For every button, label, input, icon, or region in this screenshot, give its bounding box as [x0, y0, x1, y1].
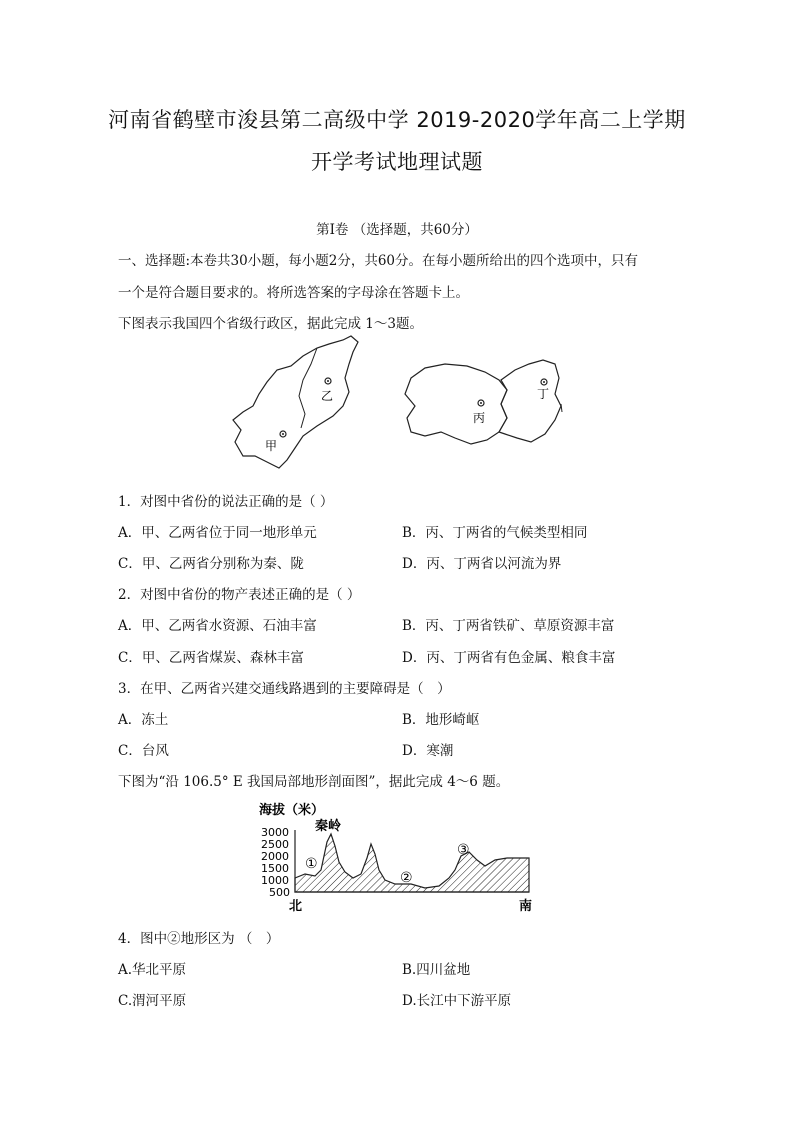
- province-map-figure: [225, 334, 570, 474]
- terrain-profile-figure: [255, 798, 545, 916]
- map-label-bing: 丙: [473, 411, 486, 425]
- profile-ytick-2000: 2000: [261, 850, 289, 863]
- q1-option-c: C．甲、乙两省分别称为秦、陇: [118, 556, 304, 572]
- map-label-yi: 乙: [321, 389, 334, 403]
- profile-ylabel: 海拔（米）: [259, 803, 325, 818]
- province-jia-yi-outline: [233, 336, 358, 468]
- profile-ytick-3000: 3000: [261, 826, 289, 839]
- q3-option-b: B．地形崎岖: [402, 712, 480, 728]
- intro-questions-1-3: 下图表示我国四个省级行政区，据此完成 1～3题。: [118, 316, 423, 332]
- q4-option-b: B.四川盆地: [402, 962, 471, 978]
- province-bing-outline: [405, 364, 507, 444]
- instructions-line2: 一个是符合题目要求的。将所选答案的字母涂在答题卡上。: [118, 285, 469, 301]
- profile-x-left: 北: [289, 899, 303, 914]
- map-label-ding: 丁: [537, 387, 550, 401]
- q4-option-a: A.华北平原: [118, 962, 187, 978]
- question-2-stem: 2．对图中省份的物产表述正确的是（ ）: [118, 587, 361, 603]
- instructions-line1: 一、选择题:本卷共30小题，每小题2分，共60分。在每小题所给出的四个选项中，只有: [118, 253, 638, 269]
- profile-peak-label: 秦岭: [315, 819, 342, 834]
- province-ding-outline: [499, 360, 561, 442]
- map-label-jia: 甲: [265, 439, 278, 453]
- section-header: 第Ⅰ卷 （选择题，共60分）: [316, 222, 478, 238]
- profile-marker-2: ②: [400, 870, 413, 886]
- question-3-stem: 3．在甲、乙两省兴建交通线路遇到的主要障碍是（ ）: [118, 681, 451, 697]
- q1-option-d: D．丙、丁两省以河流为界: [402, 556, 562, 572]
- q4-option-c: C.渭河平原: [118, 993, 187, 1009]
- profile-x-right: 南: [519, 899, 533, 914]
- exam-title-line1: 河南省鹤壁市浚县第二高级中学 2019-2020学年高二上学期: [108, 108, 686, 132]
- question-1-stem: 1．对图中省份的说法正确的是（ ）: [118, 494, 334, 510]
- exam-title-line2: 开学考试地理试题: [311, 150, 483, 174]
- q2-option-d: D．丙、丁两省有色金属、粮食丰富: [402, 650, 616, 666]
- q2-option-c: C．甲、乙两省煤炭、森林丰富: [118, 650, 304, 666]
- profile-ytick-1000: 1000: [261, 874, 289, 887]
- profile-ytick-500: 500: [269, 886, 290, 899]
- profile-marker-1: ①: [305, 856, 318, 872]
- q3-option-c: C．台风: [118, 743, 169, 759]
- q3-option-a: A．冻土: [118, 712, 169, 728]
- q3-option-d: D．寒潮: [402, 743, 454, 759]
- q1-option-b: B．丙、丁两省的气候类型相同: [402, 525, 588, 541]
- profile-ytick-1500: 1500: [261, 862, 289, 875]
- profile-marker-3: ③: [457, 842, 470, 858]
- q4-option-d: D.长江中下游平原: [402, 993, 512, 1009]
- intro-questions-4-6: 下图为“沿 106.5° E 我国局部地形剖面图”，据此完成 4～6 题。: [118, 774, 510, 790]
- question-4-stem: 4．图中②地形区为 （ ）: [118, 931, 280, 947]
- profile-ytick-2500: 2500: [261, 838, 289, 851]
- q2-option-a: A．甲、乙两省水资源、石油丰富: [118, 618, 317, 634]
- q1-option-a: A．甲、乙两省位于同一地形单元: [118, 525, 317, 541]
- q2-option-b: B．丙、丁两省铁矿、草原资源丰富: [402, 618, 615, 634]
- province-border-jia-yi: [299, 348, 317, 428]
